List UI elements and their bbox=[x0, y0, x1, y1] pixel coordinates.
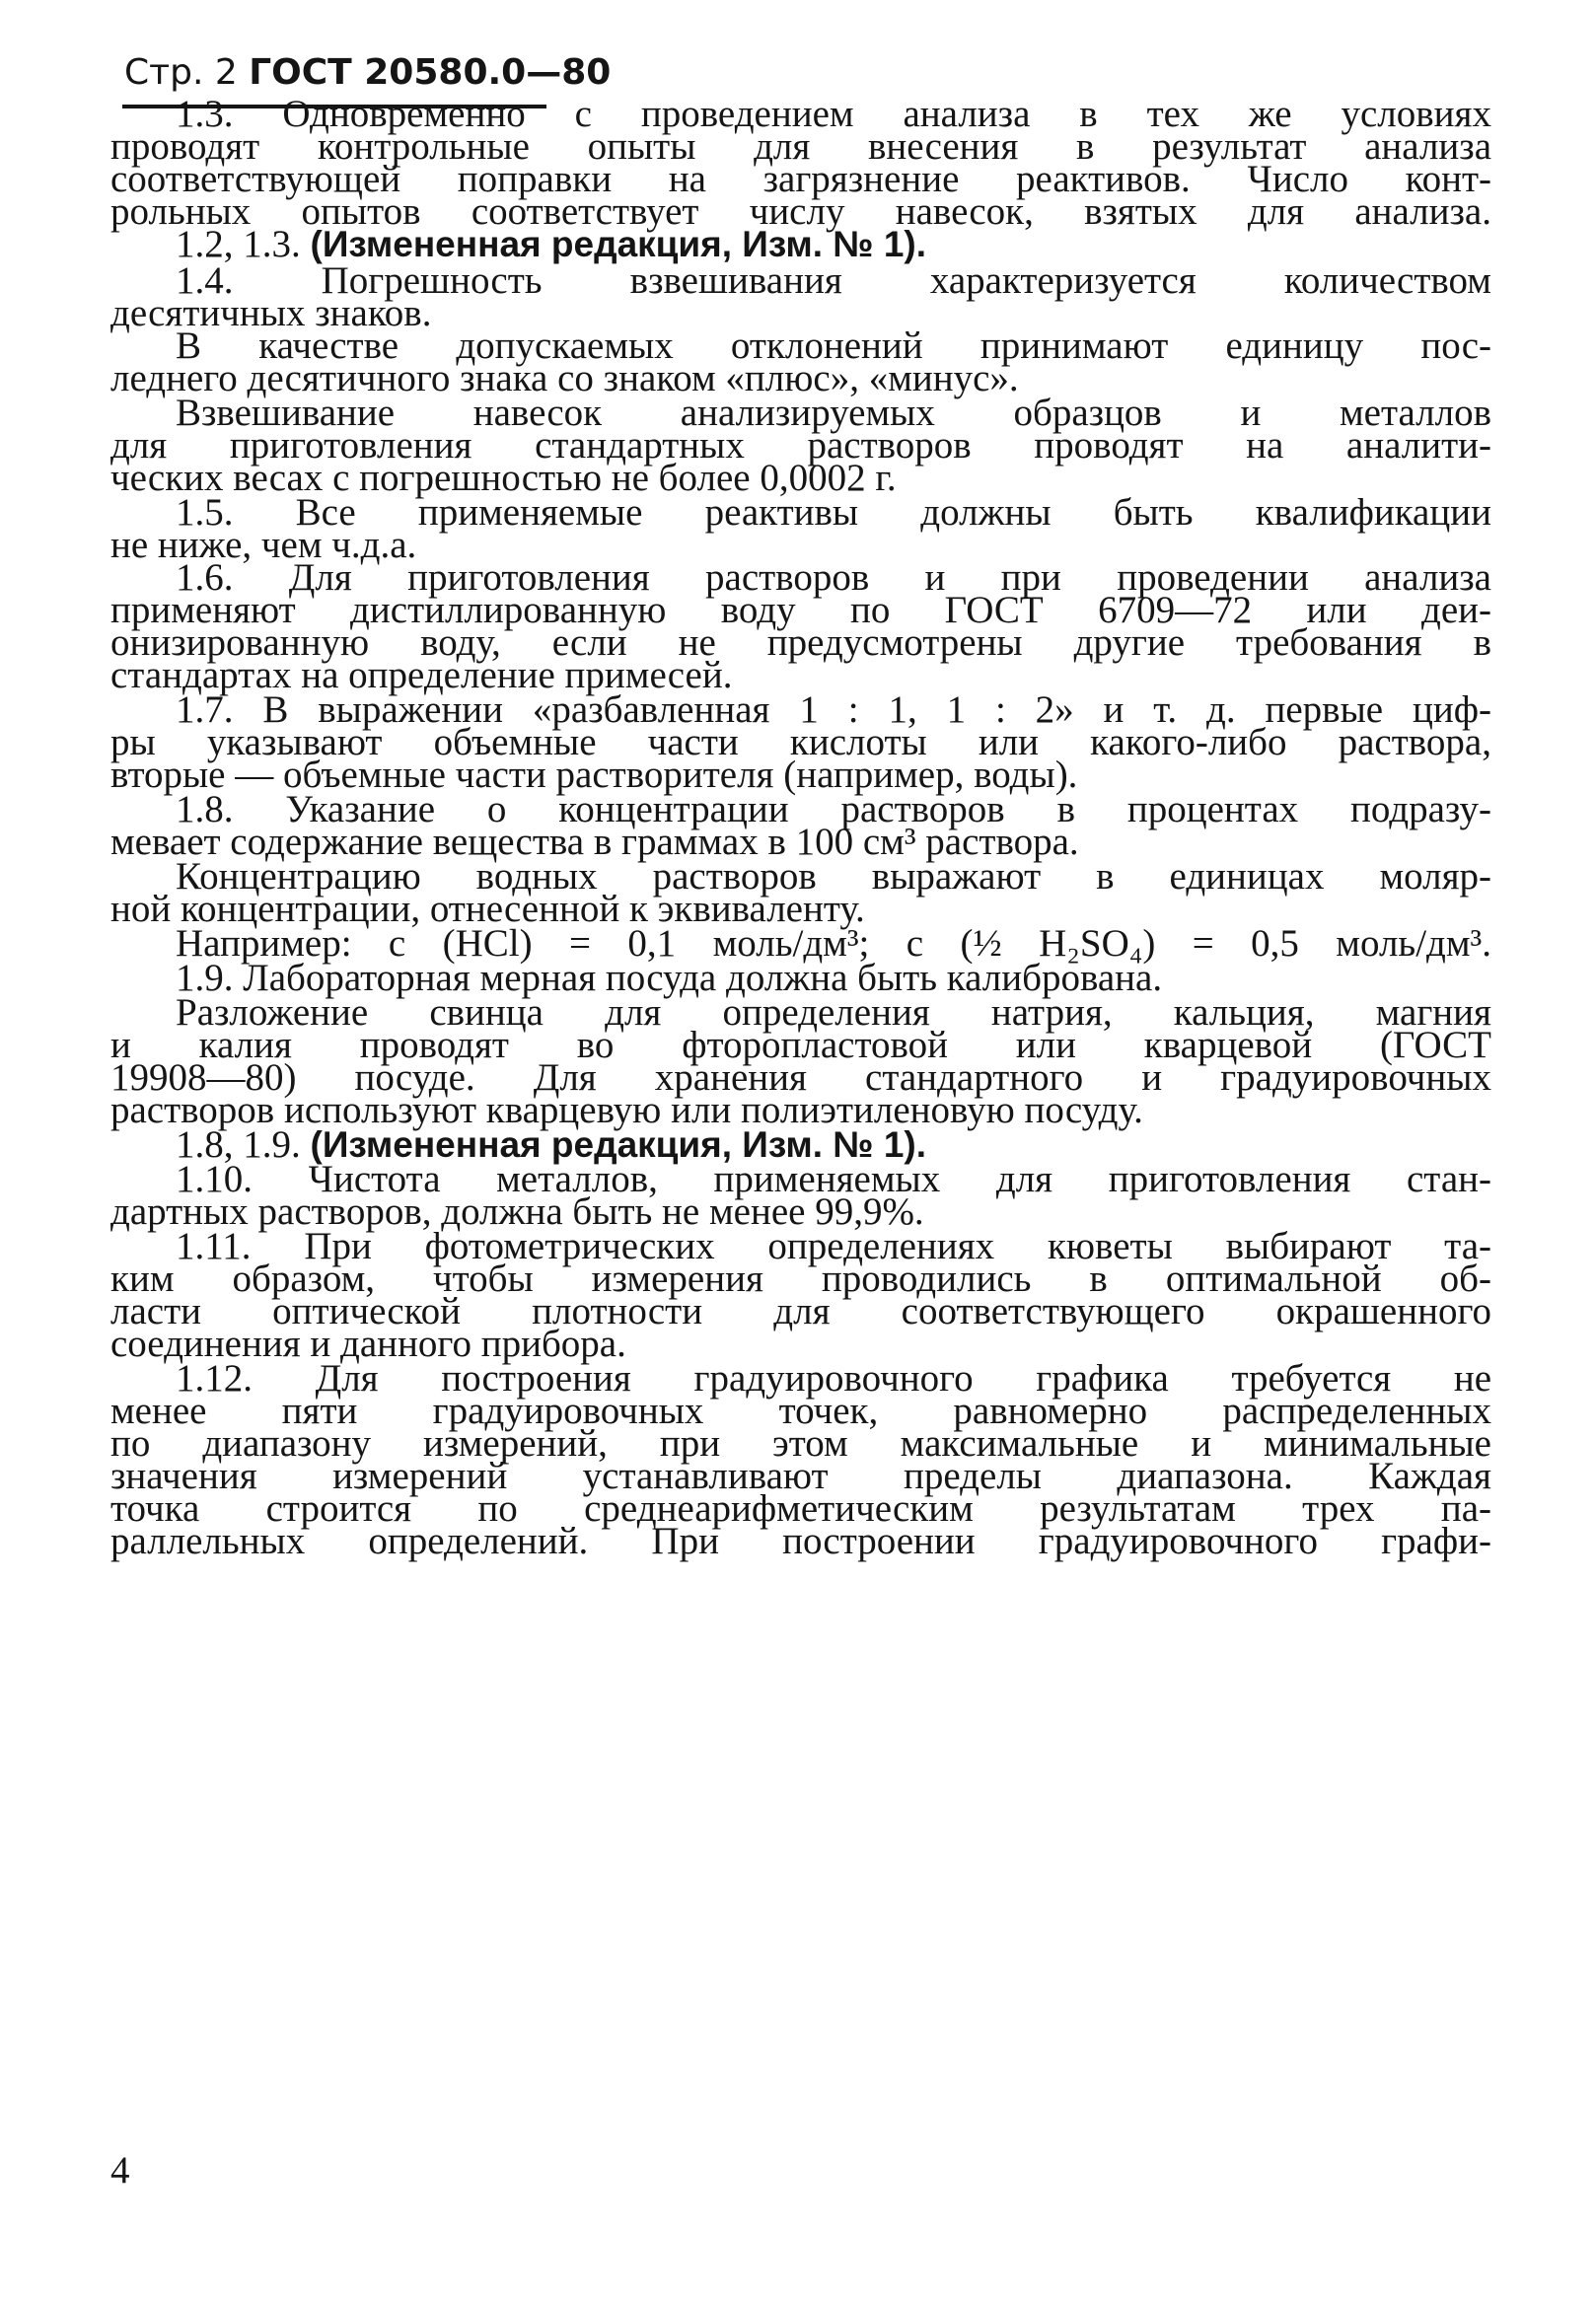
text-line: десятичных знаков. bbox=[110, 292, 432, 334]
text-line: 1.3. Одновременно с проведением анализа в тех же условиях bbox=[176, 93, 1491, 135]
text-line: значения измерений устанавливают пределы диапазона. Каждая bbox=[110, 1455, 1491, 1497]
text-line: мевает содержание вещества в граммах в 100 см³ раствора. bbox=[110, 821, 1079, 863]
standard-number: ГОСТ 20580.0—80 bbox=[249, 52, 612, 93]
text-line: и калия проводят во фторопластовой или кварцевой (ГОСТ bbox=[110, 1024, 1491, 1066]
amendment-note: (Измененная редакция, Изм. № 1). bbox=[310, 224, 927, 264]
text-line: 1.4. Погрешность взвешивания характеризуется количеством bbox=[176, 259, 1491, 302]
amendment-ref: 1.8, 1.9. bbox=[176, 1123, 311, 1166]
text-line: 1.11. При фотометрических определениях кюветы выбирают та- bbox=[176, 1225, 1491, 1267]
text-line: онизированную воду, если не предусмотрены другие требования в bbox=[110, 621, 1491, 664]
text-line: менее пяти градуировочных точек, равномерно распределенных bbox=[110, 1390, 1491, 1432]
text-line: для приготовления стандартных растворов проводят на аналити- bbox=[110, 424, 1491, 467]
page-number: 4 bbox=[110, 2149, 130, 2192]
amendment-note: (Измененная редакция, Изм. № 1). bbox=[310, 1124, 927, 1165]
text-line: 1.7. В выражении «разбавленная 1 : 1, 1 : 2» и т. д. первые циф- bbox=[176, 688, 1491, 731]
text-line: соответствующей поправки на загрязнение реактивов. Число конт- bbox=[110, 158, 1491, 200]
text-line: рольных опытов соответствует числу навесок, взятых для анализа. bbox=[110, 190, 1491, 233]
running-header bbox=[124, 51, 611, 95]
text-line: вторые — объемные части растворителя (например, воды). bbox=[110, 754, 1078, 796]
text-line: ческих весах с погрешностью не более 0,0002 г. bbox=[110, 457, 897, 499]
text-line: В качестве допускаемых отклонений принимают единицу пос- bbox=[176, 324, 1491, 367]
amendment-ref: 1.2, 1.3. bbox=[176, 223, 311, 265]
text-line: Взвешивание навесок анализируемых образцов и металлов bbox=[176, 392, 1491, 434]
text-line: стандартах на определение примесей. bbox=[110, 654, 733, 696]
text-line: 1.10. Чистота металлов, применяемых для приготовления стан- bbox=[176, 1158, 1491, 1200]
text-line: 1.5. Все применяемые реактивы должны быть квалификации bbox=[176, 491, 1491, 534]
text-line: раллельных определений. При построении градуировочного графи- bbox=[110, 1520, 1491, 1562]
text-line: ры указывают объемные части кислоты или какого-либо раствора, bbox=[110, 721, 1491, 763]
text-line: 1.8. Указание о концентрации растворов в процентах подразу- bbox=[176, 788, 1491, 830]
text-line: Концентрацию водных растворов выражают в единицах моляр- bbox=[176, 855, 1491, 898]
text-line: ной концентрации, отнесенной к эквиваленту. bbox=[110, 888, 865, 930]
text-line: Разложение свинца для определения натрия, кальция, магния bbox=[176, 991, 1491, 1034]
text-line: растворов используют кварцевую или полиэтиленовую посуду. bbox=[110, 1089, 1143, 1131]
text-line: ким образом, чтобы измерения проводились в оптимальной об- bbox=[110, 1258, 1491, 1300]
text-line: 1.12. Для построения градуировочного графика требуется не bbox=[176, 1357, 1491, 1400]
text-line: не ниже, чем ч.д.а. bbox=[110, 524, 417, 566]
text-line: по диапазону измерений, при этом максимальные и минимальные bbox=[110, 1422, 1491, 1465]
text-line: 1.9. Лабораторная мерная посуда должна быть калибрована. bbox=[176, 957, 1163, 999]
text-line: соединения и данного прибора. bbox=[110, 1323, 626, 1365]
page-label: Стр. 2 bbox=[124, 52, 238, 93]
text-line: леднего десятичного знака со знаком «плюс», «минус». bbox=[110, 357, 1019, 399]
text-line: проводят контрольные опыты для внесения в результат анализа bbox=[110, 125, 1491, 168]
text-line: точка строится по среднеарифметическим результатам трех па- bbox=[110, 1487, 1491, 1530]
text-line: Например: с (HCl) = 0,1 моль/дм³; с (½ H₂SO₄) = 0,5 моль/дм³. bbox=[176, 922, 1491, 965]
text-line: дартных растворов, должна быть не менее 99,9%. bbox=[110, 1190, 924, 1233]
text-line: 19908—80) посуде. Для хранения стандартного и градуировочных bbox=[110, 1056, 1491, 1099]
text-line: ласти оптической плотности для соответствующего окрашенного bbox=[110, 1290, 1491, 1332]
text-line: применяют дистиллированную воду по ГОСТ 6709—72 или деи- bbox=[110, 589, 1491, 631]
text-line: 1.6. Для приготовления растворов и при проведении анализа bbox=[176, 556, 1491, 599]
